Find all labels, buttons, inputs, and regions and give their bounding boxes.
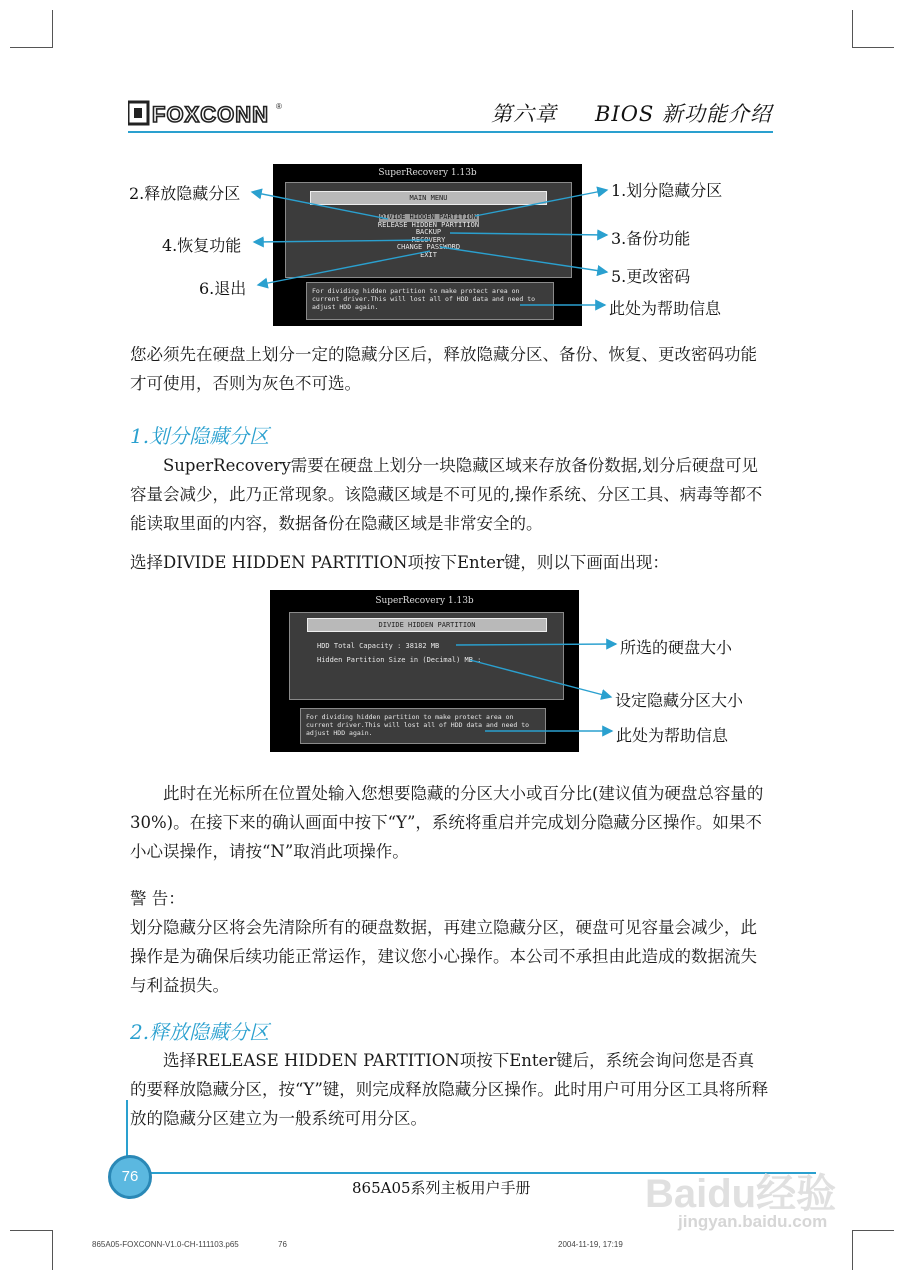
callout-recovery: 4.恢复功能 <box>162 236 242 255</box>
footer-vertical-rule <box>126 1100 128 1160</box>
manual-title: 865A05系列主板用户手册 <box>352 1179 531 1197</box>
print-page: 76 <box>278 1240 287 1249</box>
divide-partition-screenshot <box>270 590 579 752</box>
menu-item-release[interactable]: RELEASE HIDDEN PARTITION <box>377 220 480 229</box>
bios-main-menu-screenshot <box>273 164 582 326</box>
crop-mark <box>52 10 53 48</box>
svg-text:®: ® <box>276 102 282 111</box>
warning-title: 警 告： <box>130 889 185 908</box>
section1-paragraph: SuperRecovery需要在硬盘上划分一块隐藏区域来存放备份数据,划分后硬盘可见容量会减少，此乃正常现象。该隐藏区域是不可见的,操作系统、分区工具、病毒等都不能读取里面的内容，数据备份在隐藏区域是非常安全的。 <box>130 456 763 533</box>
watermark-logo: Baidu经验 <box>645 1172 837 1216</box>
callout-backup: 3.备份功能 <box>611 229 691 248</box>
callout-release: 2.释放隐藏分区 <box>129 184 241 203</box>
panel-header-bar: DIVIDE HIDDEN PARTITION <box>307 618 547 632</box>
callout-size: 设定隐藏分区大小 <box>615 691 744 710</box>
section2-title: 2.释放隐藏分区 <box>130 1020 270 1044</box>
page-number-badge: 76 <box>108 1155 152 1199</box>
help-panel <box>300 708 546 744</box>
help-text: For dividing hidden partition to make protect area on current driver.This will lost all of HDD data and need to adjust HDD again. <box>312 287 536 311</box>
callout-password: 5.更改密码 <box>611 267 691 286</box>
screen-title: SuperRecovery 1.13b <box>378 168 477 178</box>
section1-cursor-paragraph: 此时在光标所在位置处输入您想要隐藏的分区大小或百分比(建议值为硬盘总容量的30%)。在接下来的确认画面中按下“Y”，系统将重启并完成划分隐藏分区操作。如果不小心误操作，请按“N”取消此项操作。 <box>130 784 764 861</box>
menu-item-divide[interactable]: DIVIDE HIDDEN PARTITION <box>380 213 477 221</box>
chapter-title: BIOS 新功能介绍 <box>594 102 772 126</box>
print-date: 2004-11-19, 17:19 <box>558 1240 623 1249</box>
crop-mark <box>10 1230 52 1231</box>
help-text: For dividing hidden partition to make protect area on current driver.This will lost all of HDD data and need to adjust HDD again. <box>306 713 530 737</box>
menu-item-change-password[interactable]: CHANGE PASSWORD <box>396 243 461 251</box>
callout-divide: 1.划分隐藏分区 <box>611 181 723 200</box>
header-rule <box>128 131 773 133</box>
foxconn-logo <box>128 100 284 126</box>
crop-mark <box>852 1230 894 1231</box>
menu-panel <box>285 182 572 278</box>
chapter-heading <box>491 98 772 128</box>
callout-help-1: 此处为帮助信息 <box>609 299 722 318</box>
section2-paragraph: 选择RELEASE HIDDEN PARTITION项按下Enter键后，系统会询问您是否真的要释放隐藏分区，按“Y”键，则完成释放隐藏分区操作。此时用户可用分区工具将所释放的隐藏分区建立为一般系统可用分区。 <box>130 1051 769 1128</box>
callout-help-2: 此处为帮助信息 <box>616 726 729 745</box>
chapter-number: 第六章 <box>490 102 557 126</box>
menu-item-backup[interactable]: BACKUP <box>415 228 442 236</box>
section1-title: 1.划分隐藏分区 <box>130 424 270 448</box>
section1-instruction: 选择DIVIDE HIDDEN PARTITION项按下Enter键，则以下画面出现： <box>130 553 669 572</box>
hdd-capacity-line: HDD Total Capacity : 38182 MB <box>317 642 440 650</box>
divide-panel <box>289 612 564 700</box>
crop-mark <box>52 1230 53 1270</box>
partition-size-prompt[interactable]: Hidden Partition Size in (Decimal) MB : <box>317 656 482 664</box>
screen-title: SuperRecovery 1.13b <box>375 596 474 606</box>
crop-mark <box>852 1230 853 1270</box>
menu-item-recovery[interactable]: RECOVERY <box>411 235 446 244</box>
callout-exit: 6.退出 <box>199 279 247 298</box>
menu-list <box>286 214 571 259</box>
intro-paragraph: 您必须先在硬盘上划分一定的隐藏分区后，释放隐藏分区、备份、恢复、更改密码功能才可使用，否则为灰色不可选。 <box>130 345 757 393</box>
crop-mark <box>10 47 52 48</box>
print-file: 865A05-FOXCONN-V1.0-CH-111103.p65 <box>92 1240 239 1249</box>
crop-mark <box>852 47 894 48</box>
crop-mark <box>852 10 853 48</box>
callout-capacity: 所选的硬盘大小 <box>620 638 733 657</box>
menu-item-exit[interactable]: EXIT <box>420 250 437 259</box>
brand-text: FOXCONN <box>152 102 269 126</box>
menu-header-bar: MAIN MENU <box>310 191 547 205</box>
watermark-url: jingyan.baidu.com <box>678 1212 828 1231</box>
help-panel <box>306 282 554 320</box>
warning-body: 划分隐藏分区将会先清除所有的硬盘数据，再建立隐藏分区，硬盘可见容量会减少，此操作是为确保后续功能正常运作，建议您小心操作。本公司不承担由此造成的数据流失与利益损失。 <box>130 918 757 995</box>
